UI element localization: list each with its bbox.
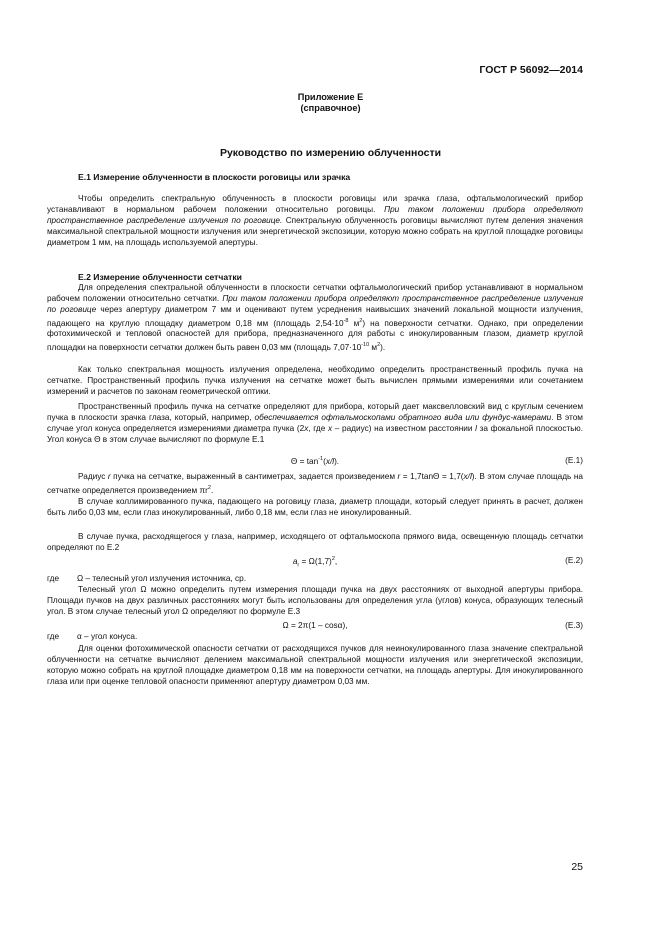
text-run: Чтобы определить спектральную облученность в плоскости роговицы или зрачка глаза, офтальмологический прибор устанавливают в нормальном рабочем положении относительно роговицы. xyxy=(47,194,583,214)
formula-e1-expression xyxy=(47,456,583,466)
page-number: 25 xyxy=(571,861,583,873)
section-e2-paragraph-8: Для оценки фотохимической опасности сетчатки от расходящихся пучков для неинокулированного глаза значение спектральной облученности на сетчатке вычисляют делением максимальной спектральной мощности излучения или энергетической экспозиции, которую можно собрать на круглой площадке диаметром 0,18 мм на поверхности сетчатки, на площадь апертуры. Для инокулированного глаза или при оценке тепловой опасности применяют апертуру диаметром 0,03 мм. xyxy=(47,644,583,686)
text-run: ) на поверхности сетчатки. Однако, при определении фотохимической и тепловой опасностей для прибора, предназначенного для работы с инокулированным глазом, диаметр круглой площадки на поверхности сетчатки должен быть равен 0,03 мм (площадь 7,07·10 xyxy=(47,318,583,353)
section-e2-paragraph-7: Телесный угол Ω можно определить путем измерения площади пучка на двух расстояниях от выходной апертуры прибора. Площади пучков на двух различных расстояниях могут быть использованы для определения угла (углов) конуса, образующих телесный угол. В этом случае телесный угол Ω определяют по формуле Е.3 xyxy=(47,585,583,616)
italic-var: x xyxy=(304,423,309,433)
italic-text: При таком положении прибора определяют пространственное распределение излучения по роговице xyxy=(47,293,583,314)
where-text: Ω – телесный угол излучения источника, ср. xyxy=(77,574,247,583)
annex-subtitle: (справочное) xyxy=(300,103,361,113)
formula-e2 xyxy=(47,556,583,567)
document-number: ГОСТ Р 56092—2014 xyxy=(479,64,583,76)
where-label: где xyxy=(47,632,60,641)
section-e2-paragraph-6: В случае пучка, расходящегося у глаза, например, исходящего от офтальмоскопа прямого вида, освещенную площадь сетчатки определяют по Е.2 xyxy=(47,532,583,552)
italic-text: При таком положении прибора определяют пространственное распределение излучения по роговице. xyxy=(47,204,583,225)
formula-e2-expression xyxy=(47,556,583,568)
italic-var: r xyxy=(107,472,111,481)
section-e2-paragraph-2: Как только спектральная мощность излучения определена, необходимо определить пространственный профиль пучка на сетчатке. Пространственный профиль пучка излучения на сетчатке может быть вычислен прямыми измерениями или сочетанием измерений и расчетов по законам геометрической оптики. xyxy=(47,365,583,396)
superscript: 2 xyxy=(207,484,211,491)
text-run: пучка на сетчатке, выраженный в сантиметрах, задается произведением xyxy=(110,472,398,481)
text-run: м xyxy=(369,343,378,353)
section-e2-paragraph-4 xyxy=(47,472,583,497)
italic-var: a xyxy=(292,556,298,566)
text-run: = Ω(1,7) xyxy=(299,556,332,566)
where-clause-1 xyxy=(47,574,583,585)
section-e2-paragraph-3 xyxy=(47,402,583,446)
text-run: – радиус) на известном расстоянии xyxy=(332,423,476,433)
text-run: = 1,7tanΘ = 1,7( xyxy=(400,472,464,481)
text-run: Θ = tan xyxy=(290,456,319,466)
superscript: -1 xyxy=(318,456,324,462)
text-run: , xyxy=(334,556,338,566)
text-run: ). xyxy=(380,343,386,353)
superscript: -8 xyxy=(343,317,349,324)
italic-var: x/l xyxy=(463,472,472,481)
formula-e1-number: (Е.1) xyxy=(565,456,583,465)
superscript: 2 xyxy=(331,556,335,562)
superscript: 2 xyxy=(377,342,381,349)
main-title: Руководство по измерению облученности xyxy=(219,147,442,159)
formula-e3-number: (Е.3) xyxy=(565,621,583,630)
where-label: где xyxy=(47,574,60,583)
where-clause-2 xyxy=(47,632,583,643)
text-run: , где xyxy=(308,423,328,433)
superscript: -10 xyxy=(361,342,370,349)
text-run: . xyxy=(210,485,214,495)
section-e2-heading: Е.2 Измерение облученности сетчатки xyxy=(78,272,242,282)
section-e2-paragraph-5: В случае коллимированного пучка, падающего на роговицу глаза, диаметр площади, который следует принять в расчет, должен быть либо 0,03 мм, если глаз инокулированный, либо 0,18 мм, если глаз не инокулированный. xyxy=(47,497,583,517)
superscript: 2 xyxy=(359,317,363,324)
text-run: ). В этом случае площадь на сетчатке определяется произведением πr xyxy=(47,472,583,495)
text-run: через апертуру диаметром 7 мм и оценивают путем усреднения наивысших значений локальной мощности излучения, падающего на круглую площадку диаметром 0,18 мм (площадь 2,54·10 xyxy=(47,304,583,328)
formula-e3-expression: Ω = 2π(1 – cosα), xyxy=(282,621,348,630)
italic-var: l xyxy=(475,423,477,433)
text-run: Для определения спектральной облученности в плоскости сетчатки офтальмологический прибор устанавливают в нормальном рабочем положении относительно сетчатки. xyxy=(47,283,583,303)
formula-e3 xyxy=(47,621,583,632)
text-run: ( xyxy=(323,456,326,466)
section-e2-paragraph-1 xyxy=(47,283,583,354)
text-run: Радиус xyxy=(78,472,108,481)
section-e1-heading: Е.1 Измерение облученности в плоскости роговицы или зрачка xyxy=(78,172,351,182)
text-run: Пространственный профиль пучка на сетчатке определяют для прибора, который дает максвелловский вид с круглым сечением пучка в плоскости зрачка глаза, который, например, xyxy=(47,402,583,422)
annex-title: Приложение Е xyxy=(297,92,364,102)
where-text: α – угол конуса. xyxy=(77,632,138,641)
text-run: Спектральную облученность роговицы вычисляют путем деления значения максимальной спектральной мощности излучения или энергетической экспозиции, которую можно собрать на круглой площадке роговицы диаметром 1 мм, на площадь используемой апертуры. xyxy=(47,215,583,247)
subscript: r xyxy=(297,562,300,569)
text-run: . В этом случае угол конуса определяется измерениями диаметра пучка (2 xyxy=(47,412,583,433)
text-run: за фокальной плоскостью. Угол конуса Θ в этом случае вычисляют по формуле Е.1 xyxy=(47,423,583,444)
section-e1-paragraph xyxy=(47,194,583,249)
italic-var: r xyxy=(397,472,401,481)
italic-text: обеспечивается офтальмоскопами обратного вида или фундус-камерами xyxy=(254,412,552,422)
formula-e2-number: (Е.2) xyxy=(565,556,583,565)
formula-e1 xyxy=(47,456,583,467)
text-run: ). xyxy=(334,456,340,466)
italic-var: x/l xyxy=(325,456,335,466)
text-run: м xyxy=(348,318,360,328)
italic-var: x xyxy=(327,423,333,433)
